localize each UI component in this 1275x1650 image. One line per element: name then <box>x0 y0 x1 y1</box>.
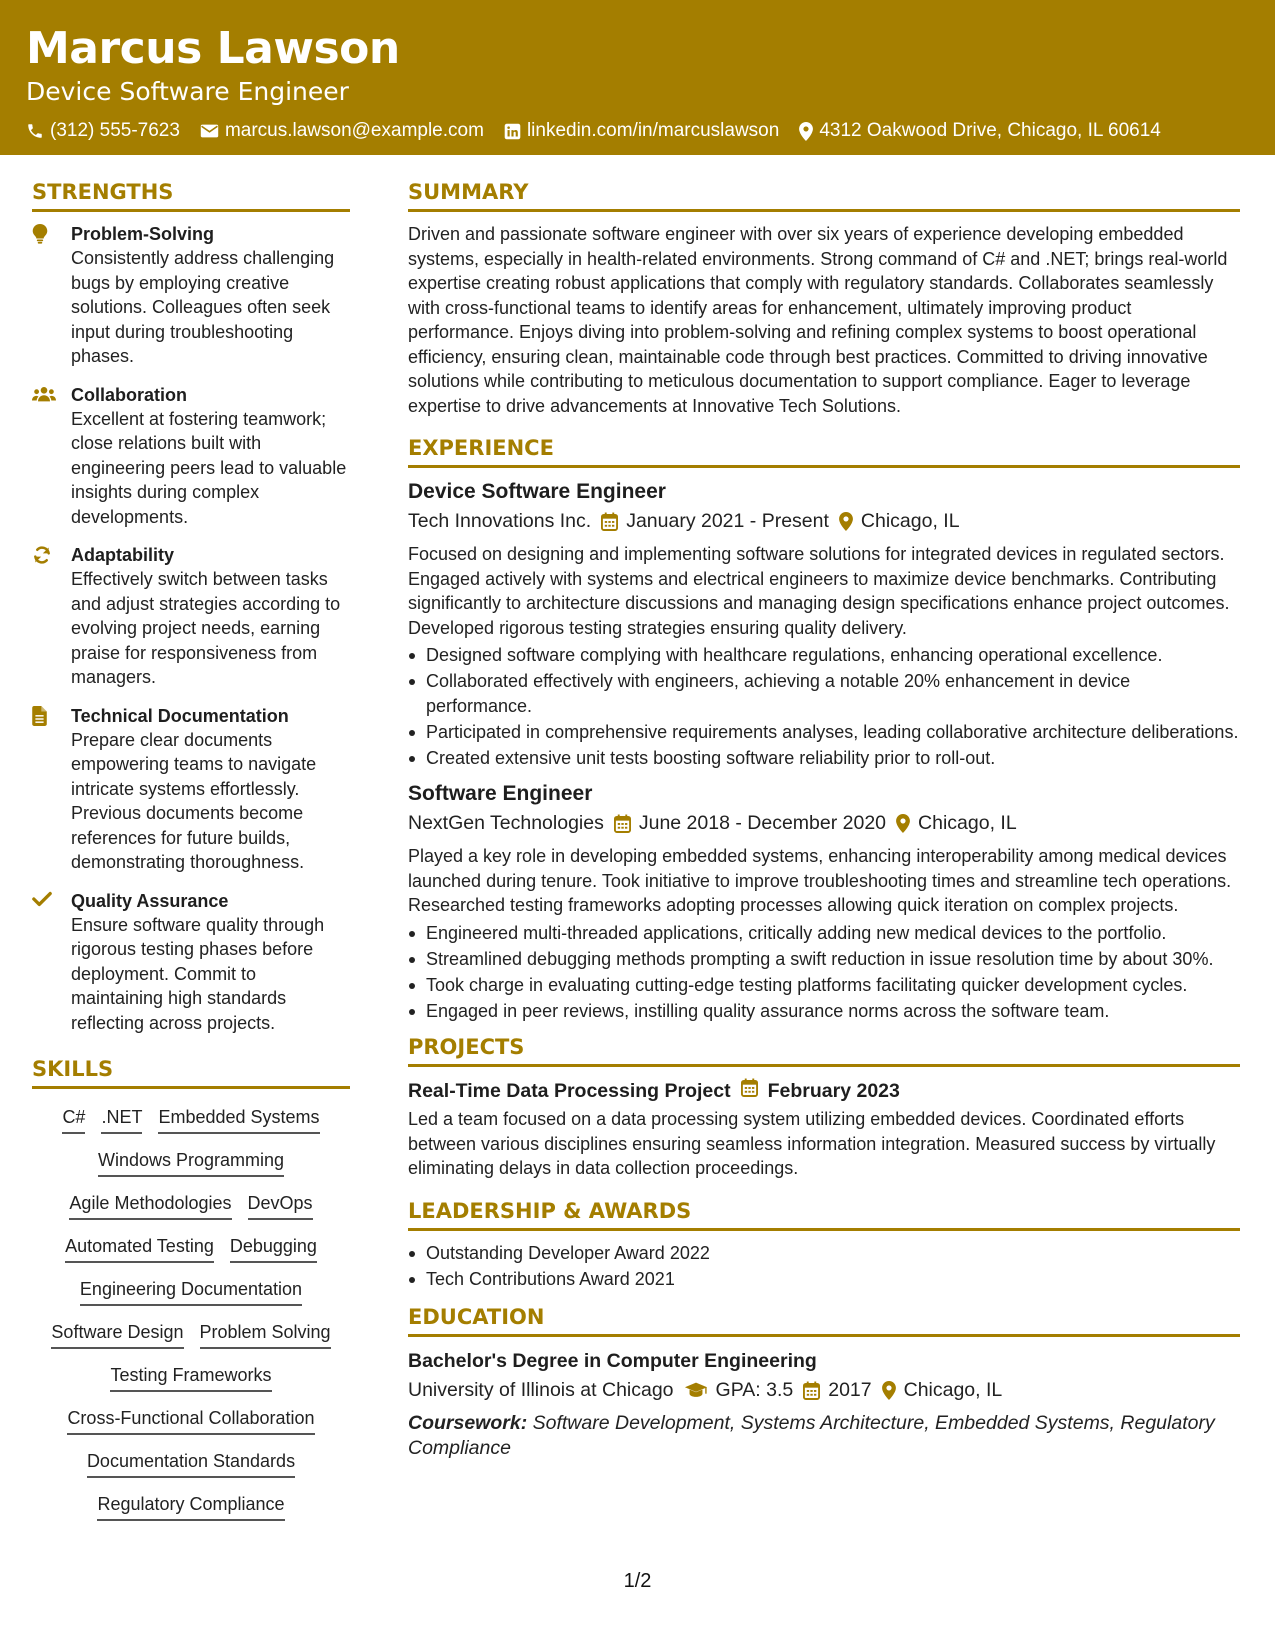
document-icon <box>32 704 71 875</box>
phone-text: (312) 555-7623 <box>50 120 180 141</box>
strength-desc: Excellent at fostering teamwork; close relations built with engineering peers lead to valuable insights during complex developments. <box>71 408 347 527</box>
contact-address <box>799 119 1161 143</box>
leadership-heading: LEADERSHIP & AWARDS <box>408 1197 1240 1231</box>
page-number: 1/2 <box>623 1570 652 1592</box>
summary-heading: SUMMARY <box>408 178 1240 212</box>
education-meta <box>408 1375 1240 1405</box>
map-pin-icon <box>799 122 813 141</box>
job-entry <box>408 478 1240 770</box>
job-bullets <box>408 921 1240 1024</box>
email-text: marcus.lawson@example.com <box>224 120 484 141</box>
skills-list <box>32 1105 350 1521</box>
strength-desc: Consistently address challenging bugs by employing creative solutions. Colleagues often seek input during troubleshooting phases. <box>71 248 335 366</box>
job-description: Played a key role in developing embedded systems, enhancing interoperability among medical devices launched during tenure. Took initiative to improve troubleshooting times and streamline tech operations. Researched testing frameworks adopting processes allowing quick iteration on complex projects. <box>408 846 1232 915</box>
job-title: Software Engineer <box>408 782 593 805</box>
list-item: Outstanding Developer Award 2022 <box>408 1241 1240 1266</box>
strength-title: Collaboration <box>71 384 187 405</box>
checkmark-icon <box>32 889 71 1036</box>
skill-tag: Windows Programming <box>98 1148 284 1177</box>
right-column <box>408 178 1240 1460</box>
strength-title: Adaptability <box>71 545 175 565</box>
strength-desc: Effectively switch between tasks and adjust strategies according to evolving project needs, earning praise for responsiveness from managers. <box>71 569 341 687</box>
company-name: NextGen Technologies <box>408 812 604 834</box>
calendar-icon <box>614 814 631 833</box>
job-meta <box>408 506 1240 536</box>
job-meta <box>408 808 1240 838</box>
skill-row <box>32 1148 350 1177</box>
list-item: Engineered multi-threaded applications, critically adding new medical devices to the portfolio. <box>408 921 1240 946</box>
skill-row <box>32 1320 350 1349</box>
map-pin-icon <box>896 814 910 833</box>
list-item: Streamlined debugging methods prompting a swift reduction in issue resolution time by about 30%. <box>408 947 1240 972</box>
candidate-name: Marcus Lawson <box>26 23 400 74</box>
contact-email[interactable] <box>200 119 484 143</box>
header-banner <box>0 0 1275 155</box>
skill-row <box>32 1363 350 1392</box>
left-column <box>32 178 350 1535</box>
skill-tag: Software Design <box>51 1320 183 1349</box>
contact-phone[interactable] <box>26 119 180 143</box>
map-pin-icon <box>839 512 853 531</box>
linkedin-icon <box>504 123 521 140</box>
contact-bar <box>26 119 1249 143</box>
job-location: Chicago, IL <box>860 510 960 532</box>
skill-row <box>32 1105 350 1134</box>
education-location: Chicago, IL <box>903 1379 1003 1401</box>
project-title: Real-Time Data Processing Project <box>408 1080 731 1102</box>
list-item: Took charge in evaluating cutting-edge testing platforms facilitating quicker development cycles. <box>408 973 1240 998</box>
job-location: Chicago, IL <box>918 812 1017 834</box>
skill-tag: Agile Methodologies <box>69 1191 231 1220</box>
skill-tag: Automated Testing <box>65 1234 214 1263</box>
skill-row <box>32 1406 350 1435</box>
phone-icon <box>26 122 44 140</box>
school-name: University of Illinois at Chicago <box>408 1379 674 1401</box>
coursework-label: Coursework: <box>408 1412 528 1434</box>
project-header <box>408 1077 1240 1105</box>
skill-tag: Engineering Documentation <box>80 1277 302 1306</box>
lightbulb-icon <box>32 222 71 369</box>
job-entry <box>408 780 1240 1023</box>
strength-desc: Ensure software quality through rigorous testing phases before deployment. Commit to maintaining high standards reflecting across projects. <box>71 914 325 1033</box>
project-date: February 2023 <box>767 1080 900 1102</box>
education-heading: EDUCATION <box>408 1303 1240 1337</box>
strengths-heading: STRENGTHS <box>32 178 350 212</box>
strength-desc: Prepare clear documents empowering teams to navigate intricate systems effortlessly. Previous documents become references for future builds, demonstrating thoroughness. <box>71 729 317 872</box>
skill-tag: C# <box>62 1105 85 1134</box>
refresh-icon <box>32 543 71 690</box>
list-item: Participated in comprehensive requirements analyses, leading collaborative architecture deliberations. <box>408 720 1240 745</box>
skill-row <box>32 1449 350 1478</box>
skill-tag: Testing Frameworks <box>110 1363 271 1392</box>
list-item: Created extensive unit tests boosting software reliability prior to roll-out. <box>408 746 1240 771</box>
graduation-year: 2017 <box>828 1379 872 1401</box>
strength-item <box>32 704 350 875</box>
job-bullets <box>408 643 1240 770</box>
job-dates: January 2021 - Present <box>626 510 829 532</box>
skill-row <box>32 1191 350 1220</box>
calendar-icon <box>601 512 618 531</box>
graduation-cap-icon <box>684 1381 708 1399</box>
contact-linkedin[interactable] <box>504 119 779 143</box>
coursework <box>408 1411 1240 1460</box>
skill-row <box>32 1492 350 1521</box>
education-entry <box>408 1347 1240 1460</box>
skill-tag: DevOps <box>248 1191 313 1220</box>
strength-title: Quality Assurance <box>71 890 229 911</box>
job-description: Focused on designing and implementing software solutions for integrated devices in regulated sectors. Engaged actively with systems and electrical engineers to maximize device benchmarks. Contributing significantly to architecture discussions and managing design specifications enhance project outcomes. Developed rigorous testing strategies ensuring quality delivery. <box>408 544 1230 638</box>
calendar-icon <box>803 1381 820 1400</box>
list-item: Tech Contributions Award 2021 <box>408 1267 1240 1292</box>
gpa: GPA: 3.5 <box>715 1379 794 1401</box>
company-name: Tech Innovations Inc. <box>408 510 592 532</box>
candidate-title: Device Software Engineer <box>26 77 349 106</box>
project-entry <box>408 1077 1240 1181</box>
summary-text: Driven and passionate software engineer with over six years of experience developing embedded systems, especially in health-related environments. Strong command of C# and .NET; brings real-world expertise creating robust applications that comply with regulatory standards. Collaborates seamlessly with cross-functional teams to identify areas for enhancement, ultimately improving product performance. Enjoys diving into problem-solving and refining complex systems to boost operational efficiency, ensuring clean, maintainable code through best practices. Committed to driving innovative solutions while contributing to meticulous documentation to support compliance. Eager to leverage expertise to drive advancements at Innovative Tech Solutions. <box>408 224 1228 416</box>
skill-tag: Embedded Systems <box>158 1105 319 1134</box>
skill-tag: Problem Solving <box>200 1320 331 1349</box>
envelope-icon <box>200 123 219 139</box>
list-item: Designed software complying with healthcare regulations, enhancing operational excellence. <box>408 643 1240 668</box>
strength-title: Problem-Solving <box>71 224 215 244</box>
skill-row <box>32 1234 350 1263</box>
strength-item <box>32 543 350 690</box>
strength-item <box>32 222 350 369</box>
calendar-icon <box>741 1077 758 1105</box>
map-pin-icon <box>882 1381 896 1400</box>
linkedin-text: linkedin.com/in/marcuslawson <box>526 120 780 141</box>
degree-title: Bachelor's Degree in Computer Engineering <box>408 1350 817 1372</box>
skill-tag: Regulatory Compliance <box>97 1492 284 1521</box>
strength-item <box>32 889 350 1036</box>
experience-heading: EXPERIENCE <box>408 434 1240 468</box>
skill-tag: .NET <box>101 1105 142 1134</box>
skills-heading: SKILLS <box>32 1055 350 1089</box>
list-item: Collaborated effectively with engineers, achieving a notable 20% enhancement in device performance. <box>408 669 1240 718</box>
awards-list <box>408 1241 1240 1292</box>
list-item: Engaged in peer reviews, instilling quality assurance norms across the software team. <box>408 999 1240 1024</box>
job-title: Device Software Engineer <box>408 480 666 503</box>
skill-tag: Debugging <box>230 1234 317 1263</box>
coursework-text: Software Development, Systems Architecture, Embedded Systems, Regulatory Compliance <box>408 1412 1215 1459</box>
address-text: 4312 Oakwood Drive, Chicago, IL 60614 <box>819 120 1161 141</box>
project-description: Led a team focused on a data processing system utilizing embedded devices. Coordinated efforts between various disciplines ensuring seamless information integration. Measured success by virtually eliminating delays in data collection proceedings. <box>408 1109 1216 1178</box>
projects-heading: PROJECTS <box>408 1033 1240 1067</box>
skill-tag: Documentation Standards <box>87 1449 295 1478</box>
job-dates: June 2018 - December 2020 <box>638 812 887 834</box>
skill-row <box>32 1277 350 1306</box>
strength-title: Technical Documentation <box>71 705 289 726</box>
users-icon <box>32 383 71 530</box>
skill-tag: Cross-Functional Collaboration <box>67 1406 314 1435</box>
strength-item <box>32 383 350 530</box>
